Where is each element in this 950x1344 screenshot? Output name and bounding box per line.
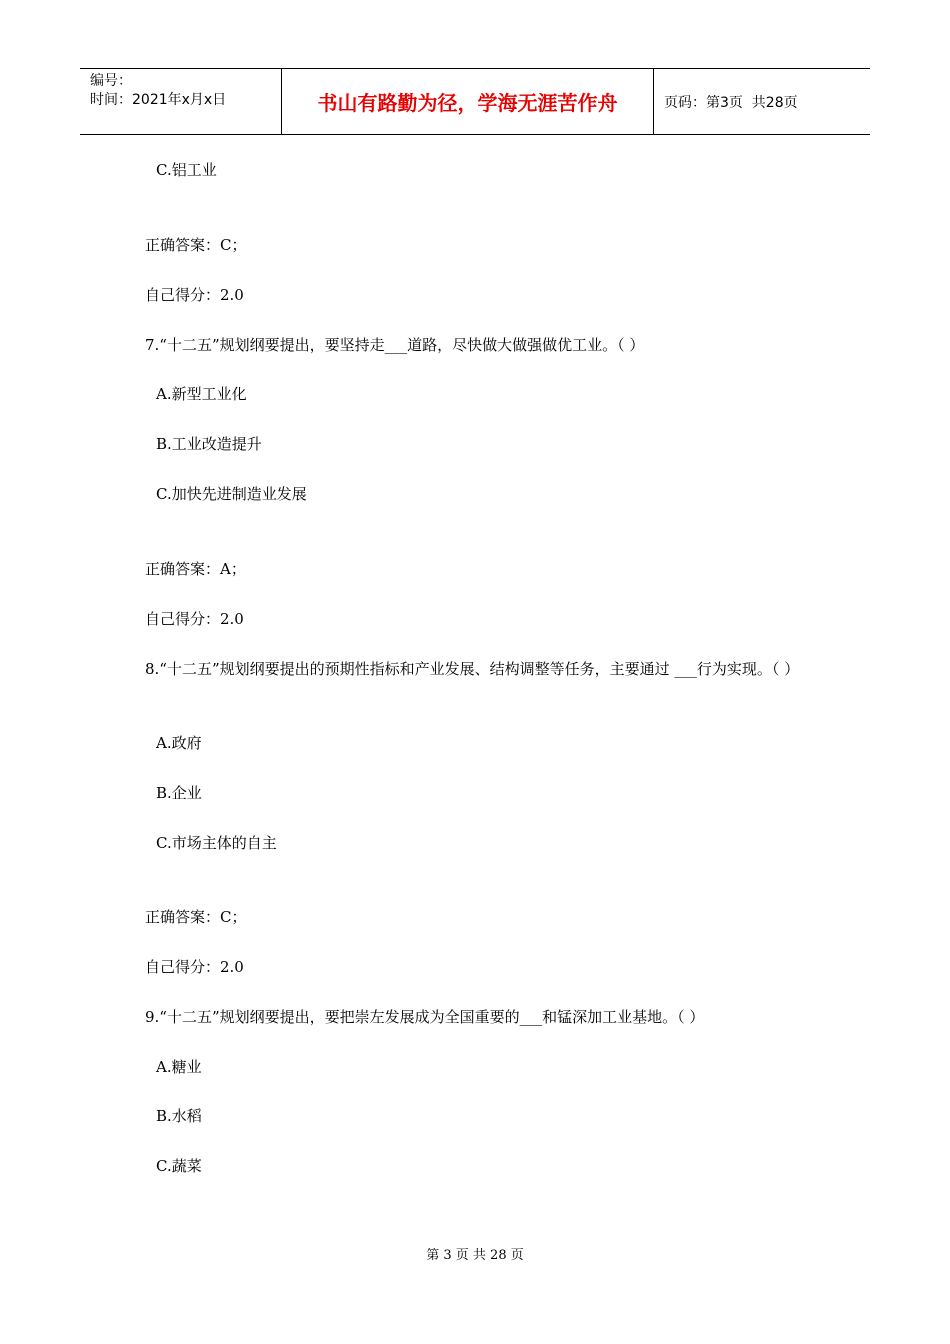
question-7-option-a: A.新型工业化 <box>156 385 247 403</box>
question-9-option-c: C.蔬菜 <box>156 1157 202 1175</box>
header-motto: 书山有路勤为径，学海无涯苦作舟 <box>281 69 654 134</box>
header-page-info <box>654 69 870 134</box>
question-8-correct-answer: 正确答案：C； <box>145 908 247 926</box>
question-7-own-score: 自己得分：2.0 <box>145 610 244 628</box>
header-meta <box>80 69 281 134</box>
page-label: 页码：第3页 共28页 <box>664 94 798 111</box>
question-9-option-a: A.糖业 <box>156 1058 202 1076</box>
own-score: 自己得分：2.0 <box>145 286 244 304</box>
question-7-option-b: B.工业改造提升 <box>156 435 262 453</box>
page-footer: 第 3 页 共 28 页 <box>426 1248 524 1263</box>
question-9-option-b: B.水稻 <box>156 1107 202 1125</box>
question-8-own-score: 自己得分：2.0 <box>145 958 244 976</box>
question-9: 9.“十二五”规划纲要提出，要把崇左发展成为全国重要的___和锰深加工业基地。（ ） <box>145 1008 705 1026</box>
correct-answer: 正确答案：C； <box>145 236 247 254</box>
question-8-option-c: C.市场主体的自主 <box>156 834 277 852</box>
question-8-option-a: A.政府 <box>156 734 202 752</box>
question-7-option-c: C.加快先进制造业发展 <box>156 485 307 503</box>
question-7: 7.“十二五”规划纲要提出，要坚持走___道路，尽快做大做强做优工业。（ ） <box>145 336 645 354</box>
page-header <box>80 68 870 135</box>
time-label: 时间：2021年x月x日 <box>90 92 227 108</box>
question-8: 8.“十二五”规划纲要提出的预期性指标和产业发展、结构调整等任务，主要通过 ___行为实现。（ ） <box>145 660 800 678</box>
question-7-correct-answer: 正确答案：A； <box>145 560 246 578</box>
option-c-aluminum: C.铝工业 <box>156 161 217 179</box>
serial-label: 编号： <box>90 73 132 89</box>
question-8-option-b: B.企业 <box>156 784 202 802</box>
